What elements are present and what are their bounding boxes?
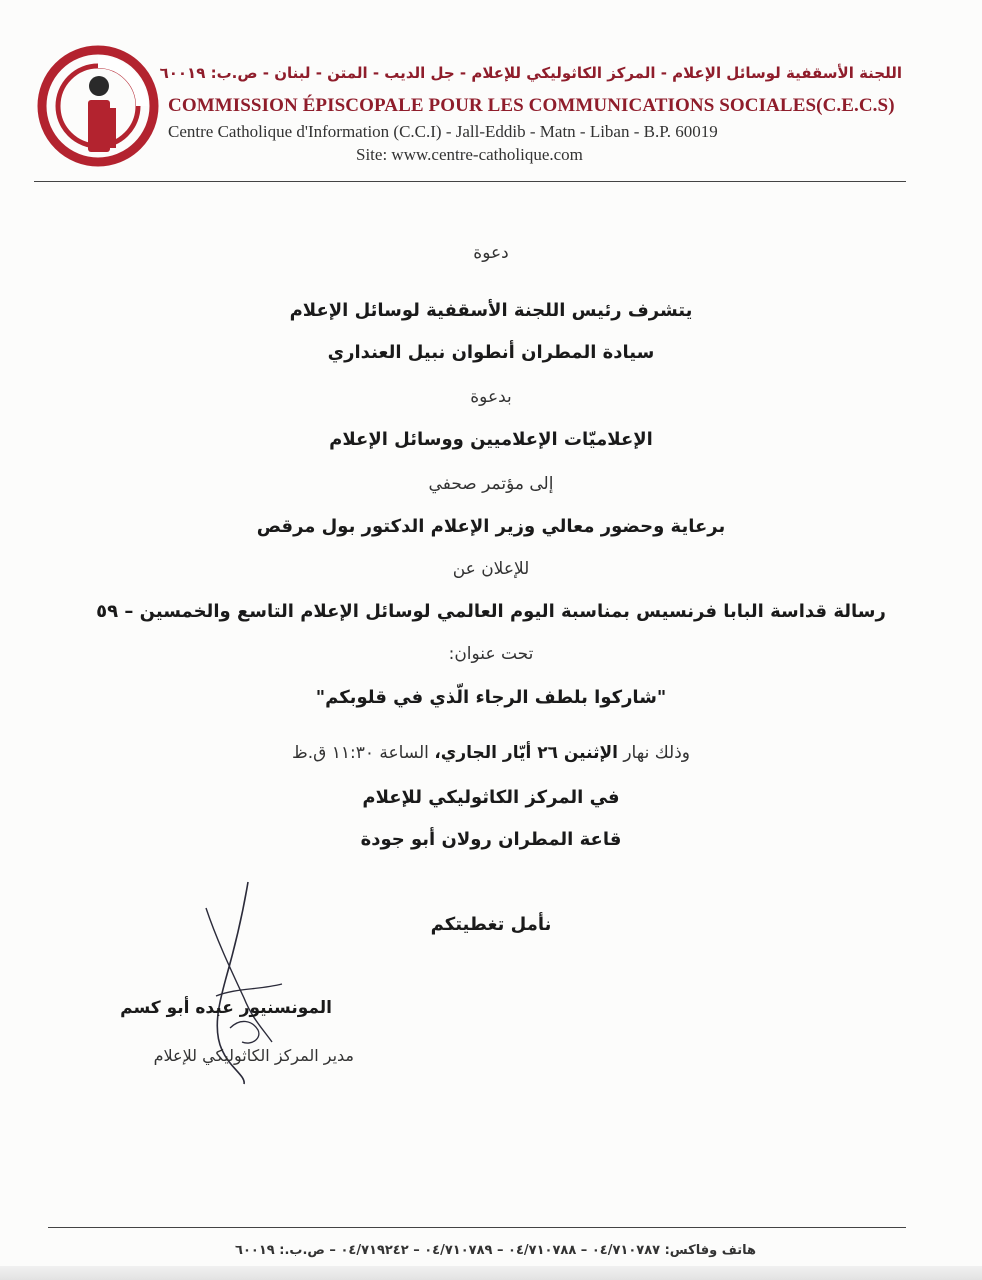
hall-line: قاعة المطران رولان أبو جودة xyxy=(360,829,622,850)
venue-line: في المركز الكاثوليكي للإعلام xyxy=(362,787,620,808)
header-website: Site: www.centre-catholique.com xyxy=(356,145,583,164)
closing-line: نأمل تغطيتكم xyxy=(430,914,552,935)
invites-word: بدعوة xyxy=(470,387,512,407)
event-type: إلى مؤتمر صحفي xyxy=(428,474,554,494)
invitation-label: دعوة xyxy=(473,243,509,263)
host-line: يتشرف رئيس اللجنة الأسقفية لوسائل الإعلام xyxy=(289,300,693,321)
header-french-title: COMMISSION ÉPISCOPALE POUR LES COMMUNICATIONS SOCIALES(C.E.C.S) xyxy=(168,95,895,116)
date-prefix: وذلك نهار xyxy=(623,743,690,763)
page-edge xyxy=(0,1266,982,1280)
signatory-name: المونسنيور عبده أبو كسم xyxy=(120,998,332,1018)
time-text: الساعة ١١:٣٠ ق.ظ xyxy=(291,743,429,763)
footer-divider xyxy=(48,1227,906,1228)
host-name: سيادة المطران أنطوان نبيل العنداري xyxy=(327,342,655,363)
audience-line: الإعلاميّات الإعلاميين ووسائل الإعلام xyxy=(329,429,653,450)
date-line xyxy=(0,743,982,763)
signatory-title: مدير المركز الكاثوليكي للإعلام xyxy=(153,1046,354,1065)
under-title-label: تحت عنوان: xyxy=(448,644,534,664)
patronage-line: برعاية وحضور معالي وزير الإعلام الدكتور بول مرقص xyxy=(256,516,726,537)
cecs-logo xyxy=(36,44,160,168)
header-arabic-line: اللجنة الأسقفية لوسائل الإعلام - المركز الكاثوليكي للإعلام - جل الديب - المتن - لبنان - ص.ب: ٦٠٠١٩ xyxy=(159,64,902,82)
slogan: "شاركوا بلطف الرجاء الّذي في قلوبكم" xyxy=(315,687,667,708)
announce-word: للإعلان عن xyxy=(452,559,530,579)
header-divider xyxy=(34,181,906,182)
date-bold: الإثنين ٢٦ أيّار الجاري، xyxy=(434,743,618,763)
message-line: رسالة قداسة البابا فرنسيس بمناسبة اليوم العالمي لوسائل الإعلام التاسع والخمسين – ٥٩ xyxy=(96,601,886,622)
header-address: Centre Catholique d'Information (C.C.I) - Jall-Eddib - Matn - Liban - B.P. 60019 xyxy=(168,122,718,141)
footer-contact: هاتف وفاكس: ٠٤/٧١٠٧٨٧ – ٠٤/٧١٠٧٨٨ – ٠٤/٧١٠٧٨٩ – ٠٤/٧١٩٢٤٢ – ص.ب.: ٦٠٠١٩ xyxy=(235,1243,756,1258)
